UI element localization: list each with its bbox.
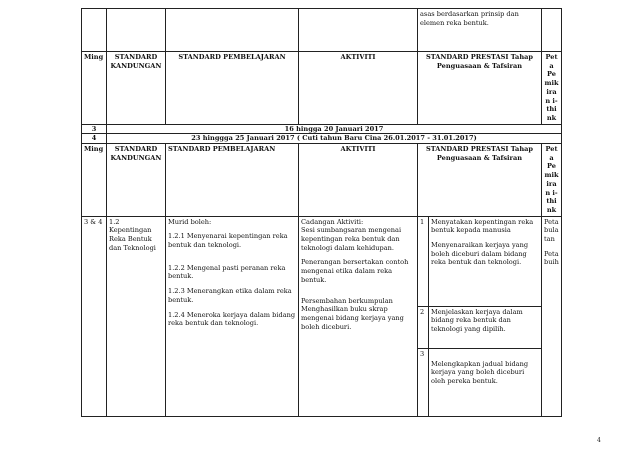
tahap-text: Menjelaskan kerjaya dalam bidang reka bentuk dan teknologi yang dipilih. [431,307,523,334]
week-row [82,134,562,144]
header-peta-pemikiran: Peta Pemikiran i-think [542,52,562,125]
pembelajaran-item: 1.2.1 Menyenarai kepentingan reka bentuk dan teknologi. [168,232,288,250]
tahap-level: 3 [418,348,429,416]
week-row [82,124,562,134]
peta-item: Peta bulatan [544,217,559,244]
week-number: 3 [82,124,107,134]
body-standard-pembelajaran [166,216,299,416]
tahap-description [429,306,542,348]
pembelajaran-item: 1.2.3 Menerangkan etika dalam reka bentuk. [168,287,292,304]
tahap-description [429,216,542,306]
page-number: 4 [597,437,601,444]
header-row-2 [82,144,562,217]
pembelajaran-intro: Murid boleh: [168,217,212,226]
week-dates: 16 hingga 20 Januari 2017 [107,124,562,134]
body-standard-kandungan: 1.2 Kepentingan Reka Bentuk dan Teknologi [107,216,166,416]
tahap-level: 2 [418,306,429,348]
tahap-text: Menyenaraikan kerjaya yang boleh diceburi dalam bidang reka bentuk dan teknologi. [431,241,529,267]
header-standard-kandungan: STANDARD KANDUNGAN [107,144,166,217]
header-ming: Ming [82,52,107,125]
header-peta-pemikiran: Peta Pemikiran i-think [542,144,562,217]
header-ming: Ming [82,144,107,217]
aktiviti-intro: Cadangan Aktiviti: [301,217,364,226]
header-row-1 [82,52,562,125]
peta-item: Peta buih [544,249,559,267]
pembelajaran-item: 1.2.2 Mengenal pasti peranan reka bentuk. [168,263,286,281]
body-peta-pemikiran [542,216,562,416]
pembelajaran-item: 1.2.4 Meneroka kerjaya dalam bidang reka bentuk dan teknologi. [168,310,296,328]
header-standard-pembelajaran: STANDARD PEMBELAJARAN [166,144,299,217]
rpt-table [81,8,562,417]
continuation-row [82,9,562,52]
aktiviti-item: Persembahan berkumpulan Menghasilkan buku skrap mengenai bidang kerjaya yang boleh diceburi. [301,296,404,331]
content-row-1 [82,216,562,306]
body-aktiviti [299,216,418,416]
header-standard-prestasi: STANDARD PRESTASI Tahap Penguasaan & Tafsiran [418,52,542,125]
header-standard-prestasi: STANDARD PRESTASI Tahap Penguasaan & Tafsiran [418,144,542,217]
week-number: 4 [82,134,107,144]
aktiviti-item: Penerangan bersertakan contoh mengenai etika dalam reka bentuk. [301,258,409,284]
aktiviti-item: Sesi sumbangsaran mengenai kepentingan reka bentuk dan teknologi dalam kehidupan. [301,226,402,252]
week-dates: 23 hinggga 25 Januari 2017 ( Cuti tahun Baru Cina 26.01.2017 - 31.01.2017) [107,134,562,144]
tahap-level: 1 [418,216,429,306]
header-standard-pembelajaran: STANDARD PEMBELAJARAN [166,52,299,125]
tahap-description [429,348,542,416]
body-ming: 3 & 4 [82,216,107,416]
tahap-text: Menyatakan kepentingan reka bentuk kepada manusia [431,217,534,235]
header-aktiviti: AKTIVITI [299,144,418,217]
tahap-text: Melengkapkan jadual bidang kerjaya yang boleh diceburi oleh pereka bentuk. [431,359,529,386]
prestasi-continuation: asas berdasarkan prinsip dan elemen reka bentuk. [418,9,542,52]
header-aktiviti: AKTIVITI [299,52,418,125]
header-standard-kandungan: STANDARD KANDUNGAN [107,52,166,125]
